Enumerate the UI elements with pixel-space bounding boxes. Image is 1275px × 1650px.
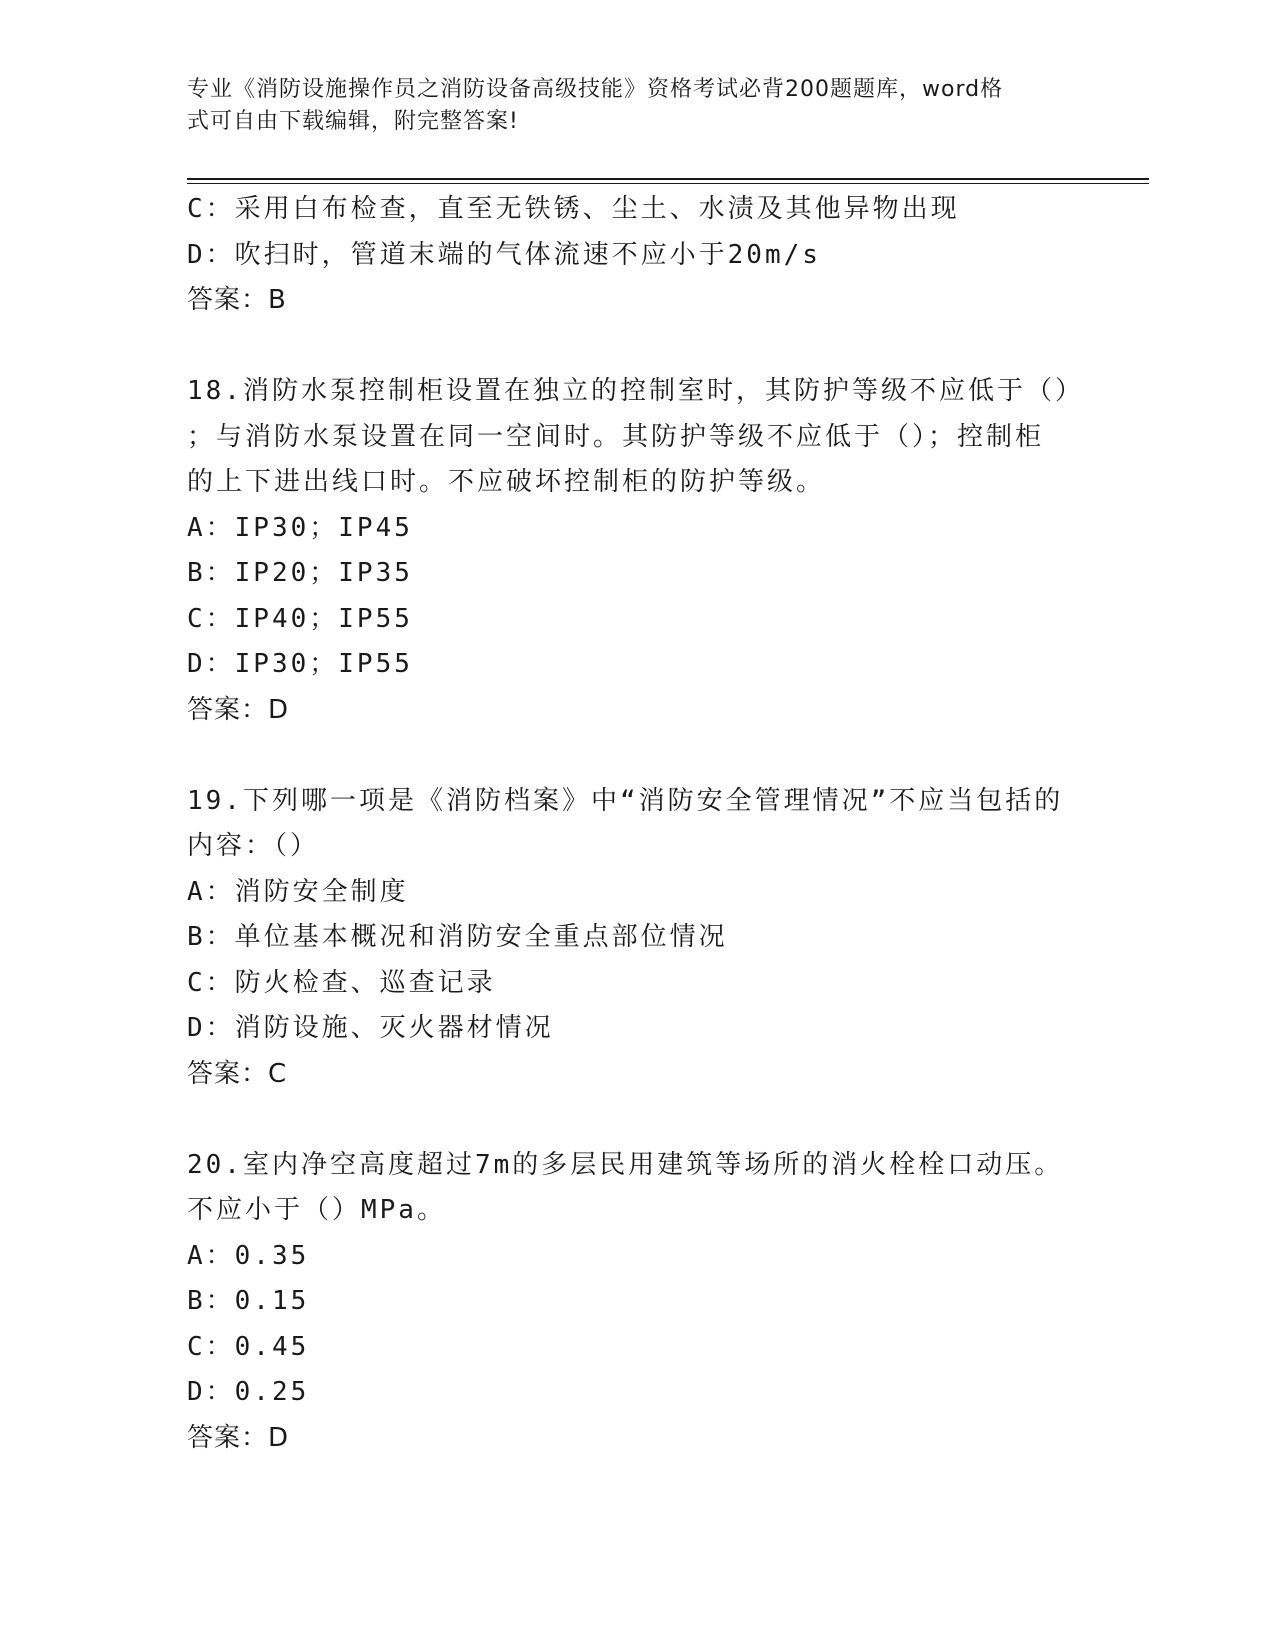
option-b: B：IP20；IP35 <box>187 558 413 588</box>
header-rule <box>187 178 1149 180</box>
question-19 <box>187 779 1087 1098</box>
answer-label: 答案：B <box>187 285 287 315</box>
question-18 <box>187 369 1087 733</box>
header-rule-thin <box>187 183 1149 184</box>
question-20 <box>187 1143 1087 1462</box>
option-b: B：单位基本概况和消防安全重点部位情况 <box>187 922 728 952</box>
question-list <box>187 187 1087 1461</box>
carryover-question <box>187 187 1087 324</box>
question-text: 的上下进出线口时。不应破坏控制柜的防护等级。 <box>187 467 826 497</box>
option-d: D：IP30；IP55 <box>187 649 413 679</box>
option-c: C：防火检查、巡查记录 <box>187 967 496 998</box>
option-d: D：吹扫时，管道末端的气体流速不应小于20m/s <box>187 239 821 270</box>
spacer <box>187 324 1087 370</box>
option-a: A：IP30；IP45 <box>187 512 413 543</box>
option-a: A：0.35 <box>187 1240 310 1271</box>
question-text: 19.下列哪一项是《消防档案》中“消防安全管理情况”不应当包括的 <box>187 785 1064 816</box>
answer-label: 答案：D <box>187 1422 290 1453</box>
answer-label: 答案：C <box>187 1058 288 1089</box>
header-line: 专业《消防设施操作员之消防设备高级技能》资格考试必背200题题库，word格 <box>187 77 1004 102</box>
answer-label: 答案：D <box>187 694 290 725</box>
spacer <box>187 733 1087 779</box>
option-c: C：采用白布检查，直至无铁锈、尘土、水渍及其他异物出现 <box>187 194 960 224</box>
option-d: D：0.25 <box>187 1377 310 1407</box>
question-text: 18.消防水泵控制柜设置在独立的控制室时，其防护等级不应低于（） <box>187 376 1084 406</box>
option-c: C：IP40；IP55 <box>187 603 413 634</box>
question-text: ；与消防水泵设置在同一空间时。其防护等级不应低于（）；控制柜 <box>187 421 1045 452</box>
option-b: B：0.15 <box>187 1286 310 1316</box>
spacer <box>187 1097 1087 1143</box>
option-c: C：0.45 <box>187 1331 310 1362</box>
question-text: 内容：（） <box>187 831 320 861</box>
question-text: 不应小于（）MPa。 <box>187 1195 446 1225</box>
option-a: A：消防安全制度 <box>187 876 409 907</box>
option-d: D：消防设施、灭火器材情况 <box>187 1013 554 1043</box>
question-text: 20.室内净空高度超过7m的多层民用建筑等场所的消火栓栓口动压。 <box>187 1149 1064 1180</box>
document-header <box>187 74 1067 138</box>
header-line: 式可自由下载编辑，附完整答案! <box>187 109 519 134</box>
